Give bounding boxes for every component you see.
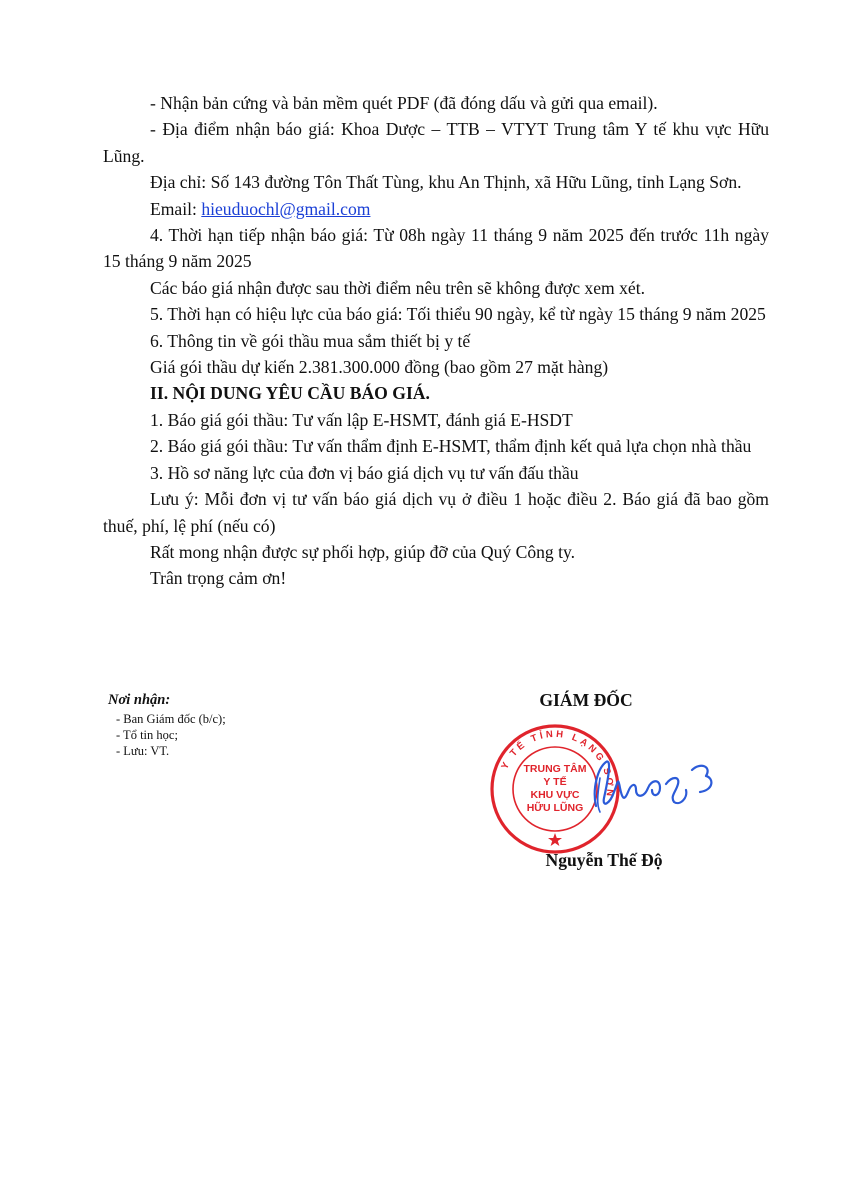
seal-line: TRUNG TÂM <box>523 763 587 775</box>
paragraph-receipt-deadline: 4. Thời hạn tiếp nhận báo giá: Từ 08h ngày 11 tháng 9 năm 2025 đến trước 11h ngày 15 tháng 9 năm 2025 <box>103 225 769 272</box>
section-heading: II. NỘI DUNG YÊU CẦU BÁO GIÁ. <box>150 383 430 404</box>
paragraph-late-quotes: Các báo giá nhận được sau thời điểm nêu trên sẽ không được xem xét. <box>150 277 646 298</box>
paragraph-item-3: 3. Hồ sơ năng lực của đơn vị báo giá dịch vụ tư vấn đấu thầu <box>150 462 579 483</box>
handwritten-signature <box>588 748 724 818</box>
signature-block <box>470 688 750 888</box>
seal-line: HỮU LŨNG <box>526 802 584 814</box>
seal-line: KHU VỰC <box>530 789 580 801</box>
recipients-label: Nơi nhận: <box>108 692 171 708</box>
paragraph-address: Địa chỉ: Số 143 đường Tôn Thất Tùng, khu An Thịnh, xã Hữu Lũng, tỉnh Lạng Sơn. <box>150 172 742 193</box>
email-label: Email: <box>150 198 202 219</box>
paragraph-thanks: Trân trọng cảm ơn! <box>150 568 287 589</box>
recipient-item: - Lưu: VT. <box>116 744 170 758</box>
paragraph-note: Lưu ý: Mỗi đơn vị tư vấn báo giá dịch vụ ở điều 1 hoặc điều 2. Báo giá đã bao gồm thuế, phí, lệ phí (nếu có) <box>103 489 769 536</box>
paragraph-package-info: 6. Thông tin về gói thầu mua sắm thiết bị y tế <box>150 330 471 351</box>
recipient-item: - Ban Giám đốc (b/c); <box>116 712 226 726</box>
paragraph-request: Rất mong nhận được sự phối hợp, giúp đỡ của Quý Công ty. <box>150 541 576 562</box>
paragraph-item-2: 2. Báo giá gói thầu: Tư vấn thẩm định E-HSMT, thẩm định kết quả lựa chọn nhà thầu <box>150 436 752 457</box>
paragraph-package-price: Giá gói thầu dự kiến 2.381.300.000 đồng (bao gồm 27 mặt hàng) <box>150 357 609 378</box>
recipients-block <box>108 692 368 759</box>
signer-title: GIÁM ĐỐC <box>539 690 633 710</box>
paragraph-email <box>103 196 769 222</box>
signer-name: Nguyễn Thế Độ <box>545 850 663 870</box>
seal-ring-text: Y TẾ TỈNH LẠNG SƠN <box>499 728 616 800</box>
document-body <box>103 90 769 592</box>
paragraph-validity: 5. Thời hạn có hiệu lực của báo giá: Tối thiểu 90 ngày, kể từ ngày 15 tháng 9 năm 2025 <box>150 304 766 325</box>
recipient-item: - Tổ tin học; <box>116 728 178 742</box>
seal-star-icon <box>548 833 562 846</box>
email-link[interactable]: hieuduochl@gmail.com <box>201 198 371 219</box>
seal-line: Y TẾ <box>543 776 567 788</box>
paragraph-item-1: 1. Báo giá gói thầu: Tư vấn lập E-HSMT, đánh giá E-HSDT <box>150 409 573 430</box>
recipients-list <box>116 711 368 759</box>
paragraph-delivery-format: - Nhận bản cứng và bản mềm quét PDF (đã đóng dấu và gửi qua email). <box>150 93 658 113</box>
paragraph-quote-location: - Địa điểm nhận báo giá: Khoa Dược – TTB – VTYT Trung tâm Y tế khu vực Hữu Lũng. <box>103 119 769 166</box>
